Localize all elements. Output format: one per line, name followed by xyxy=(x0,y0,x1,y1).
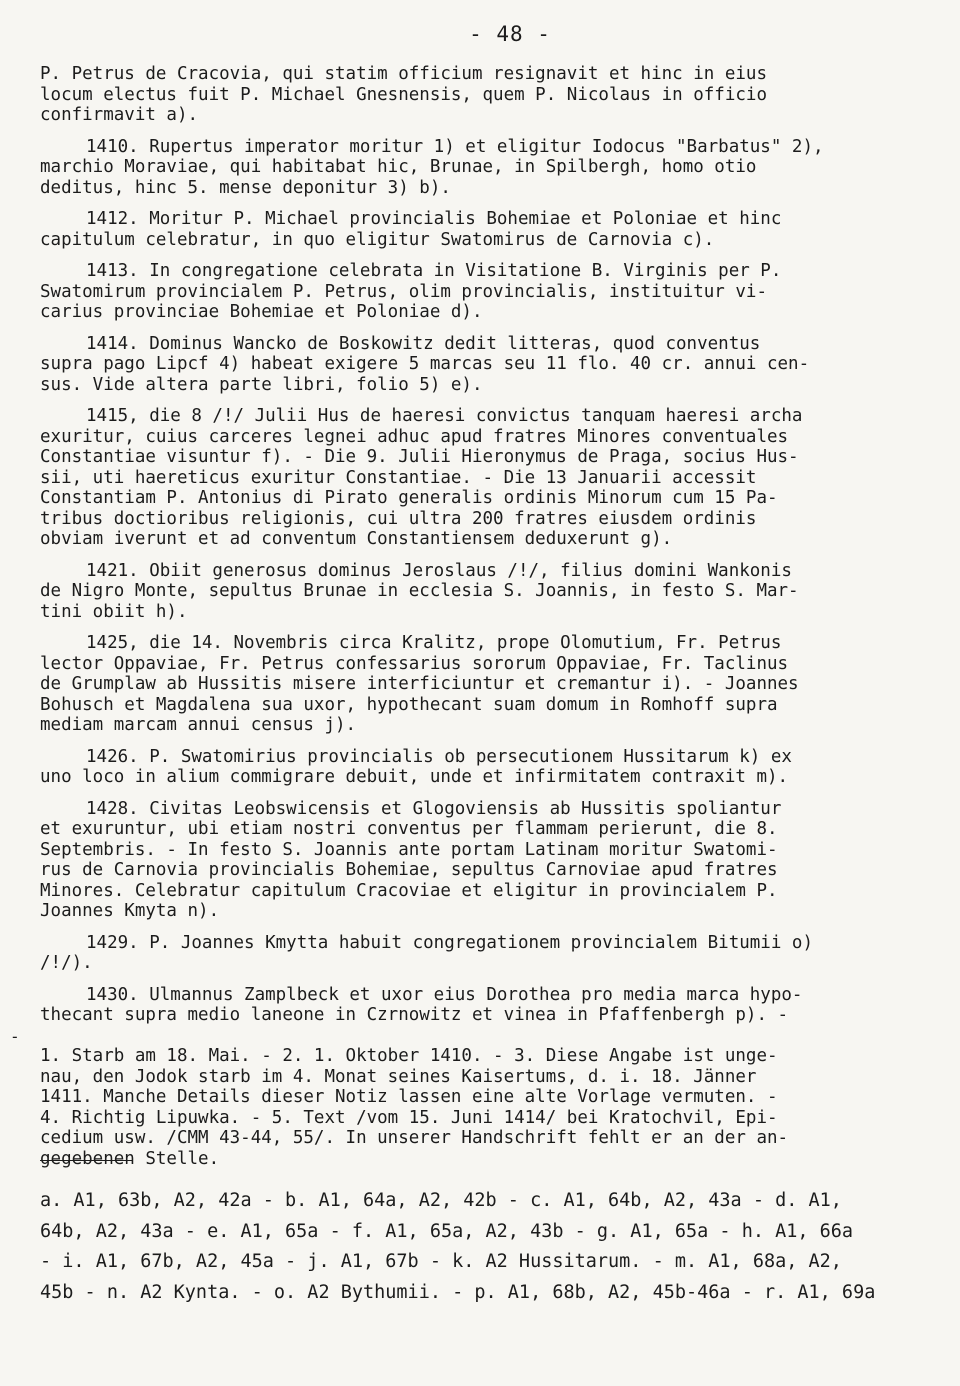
sigla-line: - i. A1, 67b, A2, 45a - j. A1, 67b - k. A2 Hussitarum. - m. A1, 68a, A2, xyxy=(40,1251,842,1272)
paragraph-1426: 1426. P. Swatomirius provincialis ob persecutionem Hussitarum k) ex uno loco in alium commigrare debuit, unde et infirmitatem contraxit m). xyxy=(40,746,792,787)
manuscript-sigla xyxy=(40,1186,945,1308)
paragraph-1430: 1430. Ulmannus Zamplbeck et uxor eius Dorothea pro media marca hypo- thecant supra medio laneone in Czrnowitz et vinea in Pfaffenbergh p). - xyxy=(40,984,803,1025)
footnotes xyxy=(40,1046,940,1169)
paragraph-1413: 1413. In congregatione celebrata in Visitatione B. Virginis per P. Swatomirum provincialem P. Petrus, olim provincialis, instituitur vi- carius provinciae Bohemiae et Poloniae d). xyxy=(40,261,782,322)
paragraph-1415: 1415, die 8 /!/ Julii Hus de haeresi convictus tanquam haeresi archa exuritur, cuius carceres legnei adhuc apud fratres Minores conventuales Constantiae visuntur f). - Die 9. Julii Hieronymus de Praga, socius Hus- sii, uti haereticus exuritur Constantiae. - Die 13 Januarii accessit Constantiam P. Antonius di Pirato generalis ordinis Minorum cum 15 Pa- tribus doctioribus religionis, cui ultra 200 fratres eiusdem ordinis obviam iverunt et ad conventum Constantiensem deduxerunt g). xyxy=(40,406,803,549)
paragraph-1425: 1425, die 14. Novembris circa Kralitz, prope Olomutium, Fr. Petrus lector Oppaviae, Fr. Petrus confessarius sororum Oppaviae, Fr. Taclinus de Grumplaw ab Hussitis misere interficiuntur et cremantur i). - Joannes Bohusch et Magdalena sua uxor, hypothecant suam domum in Romhoff supra mediam marcam annui census j). xyxy=(40,633,799,735)
page-number: - 48 - xyxy=(469,22,551,46)
margin-mark: - xyxy=(10,1027,20,1046)
paragraph-1421: 1421. Obiit generosus dominus Jeroslaus /!/, filius domini Wankonis de Nigro Monte, sepultus Brunae in ecclesia S. Joannis, in festo S. Mar- tini obiit h). xyxy=(40,560,799,622)
paragraph-1412: 1412. Moritur P. Michael provincialis Bohemiae et Poloniae et hinc capitulum celebratur, in quo eligitur Swatomirus de Carnovia c). xyxy=(40,209,782,250)
paragraph-1429: 1429. P. Joannes Kmytta habuit congregationem provincialem Bitumii o) /!/). xyxy=(40,932,813,973)
sigla-line: a. A1, 63b, A2, 42a - b. A1, 64a, A2, 42b - c. A1, 64b, A2, 43a - d. A1, xyxy=(40,1190,842,1211)
footnote-block: 1. Starb am 18. Mai. - 2. 1. Oktober 1410. - 3. Diese Angabe ist unge- nau, den Jodok starb im 4. Monat seines Kaisertums, d. i. 18. Jänner 1411. Manche Details dieser Notiz lassen eine alte Vorlage vermuten. - 4. Richtig Lipuwka. - 5. Text /vom 15. Juni 1414/ bei Kratochvil, Epi- cedium usw. /CMM 43-44, 55/. In unserer Handschrift fehlt er an der an- gegebenen Stelle. xyxy=(40,1046,789,1169)
paragraph: P. Petrus de Cracovia, qui statim officium resignavit et hinc in eius locum electus fuit P. Michael Gnesnensis, quem P. Nicolaus in officio confirmavit a). xyxy=(40,64,767,125)
paragraph-1428: 1428. Civitas Leobswicensis et Glogoviensis ab Hussitis spoliantur et exuruntur, ubi etiam nostri conventus per flammam perierunt, die 8. Septembris. - In festo S. Joannis ante portam Latinam moritur Swatomi- rus de Carnovia provincialis Bohemiae, sepultus Carnoviae apud fratres Minores. Celebratur capitulum Cracoviae et eligitur in provincialem P. Joannes Kmyta n). xyxy=(40,798,782,921)
paragraph-1414: 1414. Dominus Wancko de Boskowitz dedit litteras, quod conventus supra pago Lipcf 4) habeat exigere 5 marcas seu 11 flo. 40 cr. annui cen- sus. Vide altera parte libri, folio 5) e). xyxy=(40,333,810,395)
sigla-line: 45b - n. A2 Kynta. - o. A2 Bythumii. - p. A1, 68b, A2, 45b-46a - r. A1, 69a xyxy=(40,1281,876,1303)
sigla-line: 64b, A2, 43a - e. A1, 65a - f. A1, 65a, A2, 43b - g. A1, 65a - h. A1, 66a xyxy=(40,1220,854,1242)
paragraph-1410: 1410. Rupertus imperator moritur 1) et eligitur Iodocus "Barbatus" 2), marchio Moraviae, qui habitabat hic, Brunae, in Spilbergh, homo otio deditus, hinc 5. mense deponitur 3) b). xyxy=(40,136,824,198)
main-text xyxy=(40,64,940,1037)
footnote-divider xyxy=(40,1160,132,1161)
